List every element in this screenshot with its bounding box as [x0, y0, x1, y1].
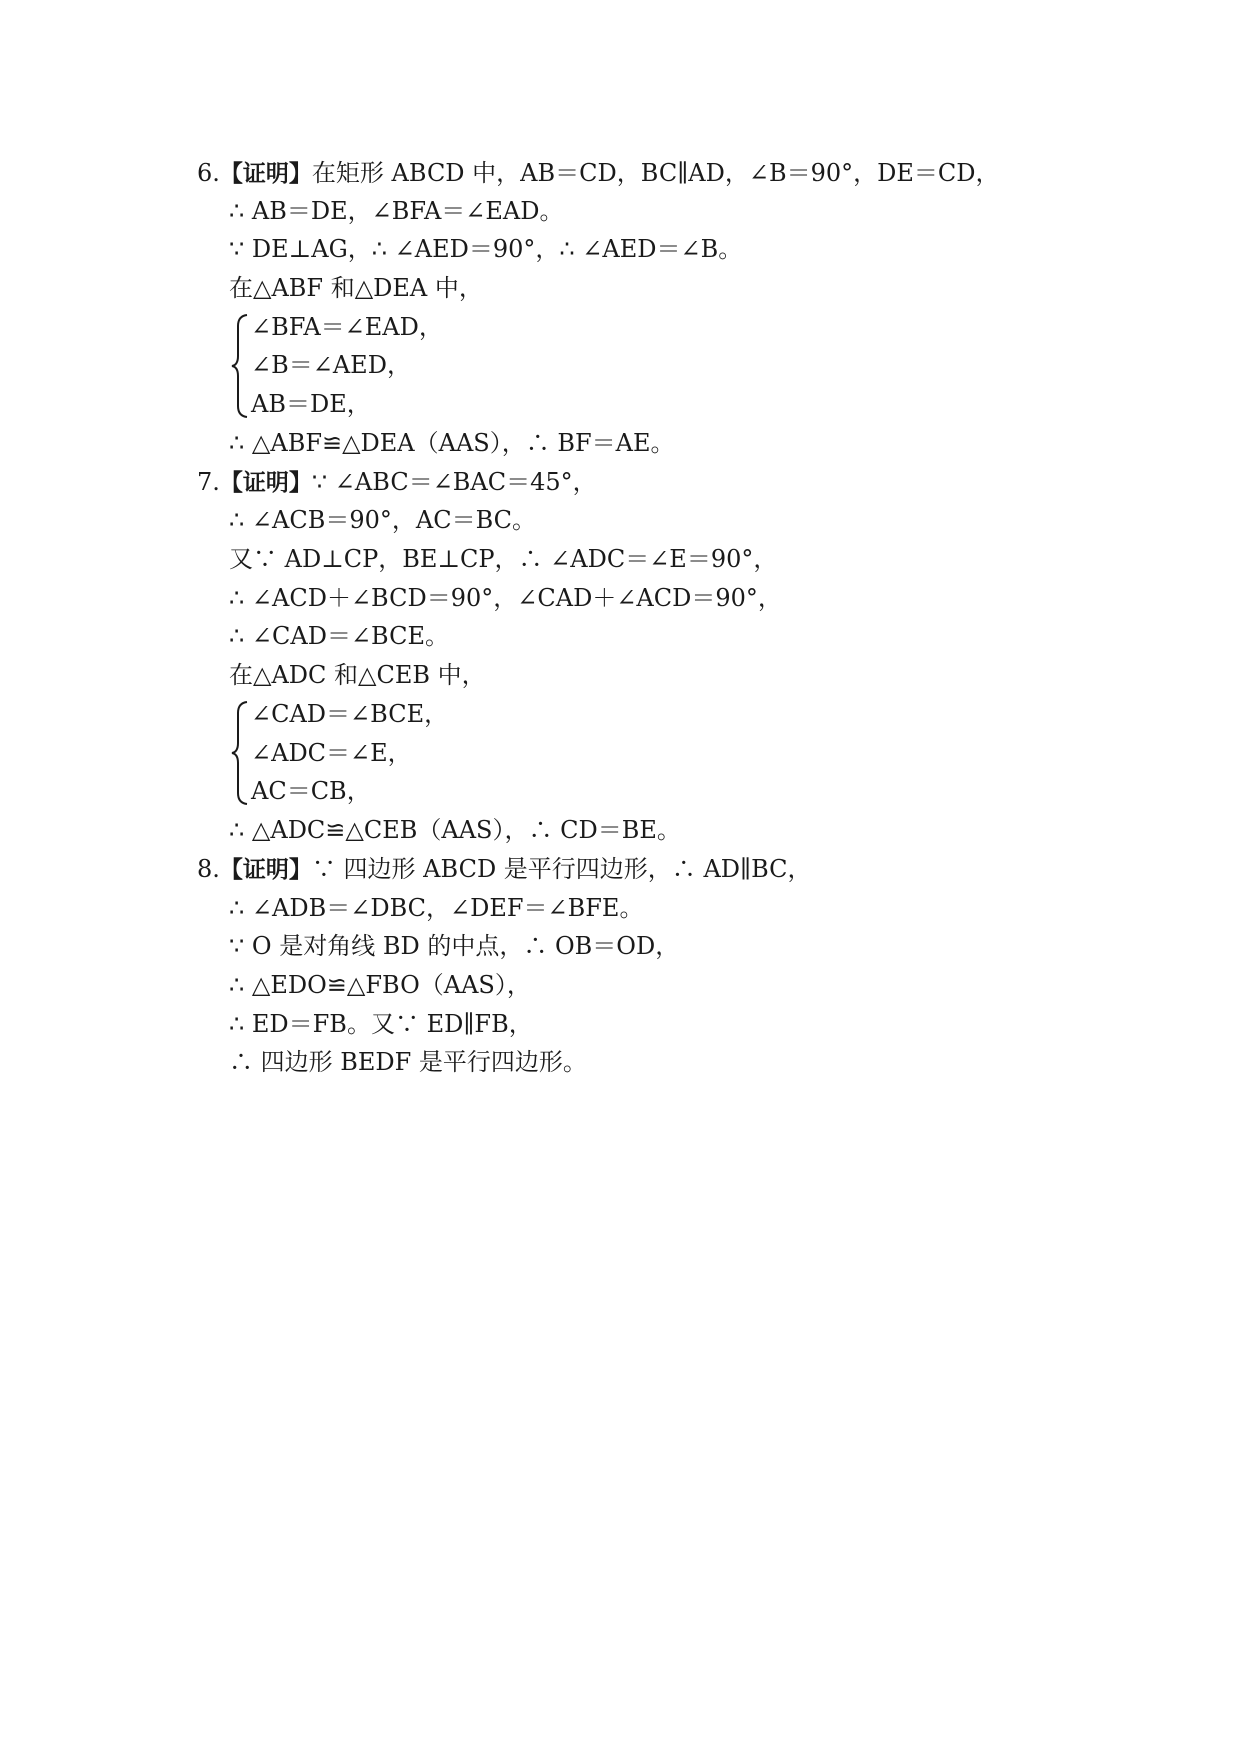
proof-tag: 【证明】 [219, 161, 312, 187]
proof-line: ∴ △ABF≌△DEA（AAS），∴ BF＝AE。 [229, 429, 675, 457]
brace-line: ∠ADC＝∠E， [251, 739, 412, 767]
proof-line: ∴ AB＝DE，∠BFA＝∠EAD。 [229, 197, 564, 225]
problem-6-heading [197, 158, 1000, 189]
proof-line: ∵ O 是对角线 BD 的中点，∴ OB＝OD， [229, 932, 680, 960]
proof-line: 在△ADC 和△CEB 中， [229, 661, 486, 689]
brace-line: ∠B＝∠AED， [251, 351, 411, 379]
proof-line: ∴ ∠ACB＝90°，AC＝BC。 [229, 506, 537, 534]
problem-7-heading [197, 467, 597, 498]
proof-line: ∴ ∠ADB＝∠DBC，∠DEF＝∠BFE。 [229, 894, 644, 922]
problem-number: 6. [197, 159, 220, 187]
left-brace-icon [229, 312, 251, 420]
left-brace-icon [229, 699, 251, 807]
proof-line: ∴ ∠CAD＝∠BCE。 [229, 622, 450, 650]
problem-number: 8. [197, 855, 220, 883]
proof-tag: 【证明】 [219, 857, 312, 883]
proof-line: ∴ ED＝FB。又∵ ED∥FB， [229, 1010, 533, 1038]
brace-line: ∠CAD＝∠BCE， [251, 700, 449, 728]
problem-number: 7. [197, 468, 220, 496]
proof-line: ∵ ∠ABC＝∠BAC＝45°， [311, 468, 597, 496]
problem-8-heading [197, 854, 812, 885]
proof-line: ∴ △ADC≌△CEB（AAS），∴ CD＝BE。 [229, 816, 681, 844]
proof-line: ∴ 四边形 BEDF 是平行四边形。 [229, 1048, 587, 1076]
proof-line: 又∵ AD⊥CP，BE⊥CP，∴ ∠ADC＝∠E＝90°， [229, 545, 778, 573]
brace-line: ∠BFA＝∠EAD， [251, 313, 443, 341]
proof-line: ∵ DE⊥AG，∴ ∠AED＝90°，∴ ∠AED＝∠B。 [229, 235, 743, 263]
proof-line: ∵ 四边形 ABCD 是平行四边形，∴ AD∥BC， [311, 855, 812, 883]
proof-line: ∴ ∠ACD＋∠BCD＝90°，∠CAD＋∠ACD＝90°， [229, 584, 782, 612]
brace-line: AB＝DE， [251, 390, 371, 418]
proof-line: 在矩形 ABCD 中，AB＝CD，BC∥AD，∠B＝90°，DE＝CD， [311, 159, 1000, 187]
proof-line: 在△ABF 和△DEA 中， [229, 274, 483, 302]
proof-tag: 【证明】 [219, 470, 312, 496]
proof-line: ∴ △EDO≌△FBO（AAS）， [229, 971, 531, 999]
brace-line: AC＝CB， [251, 777, 371, 805]
